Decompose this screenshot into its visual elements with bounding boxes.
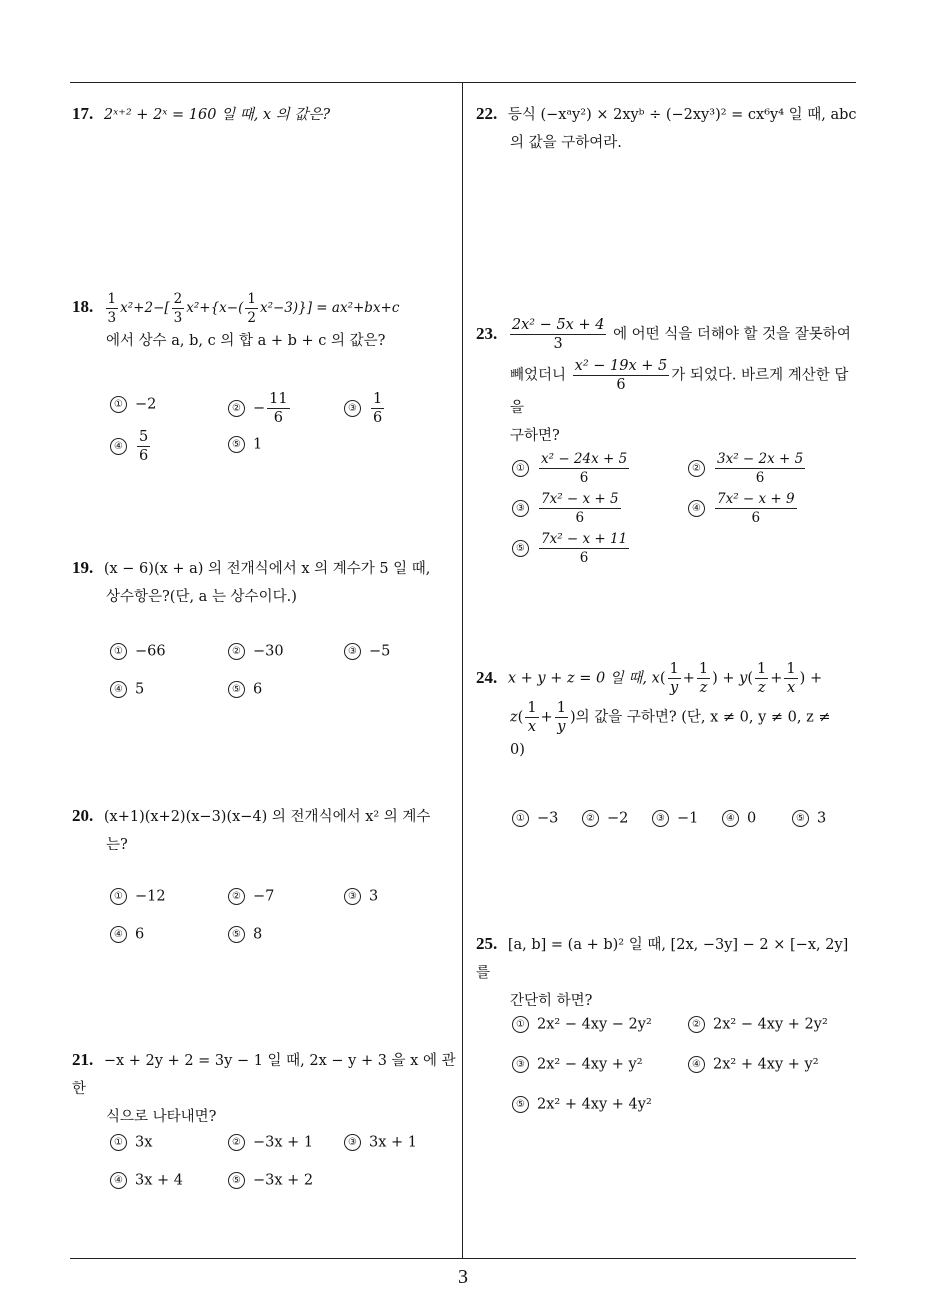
question-text: 0) <box>510 742 525 758</box>
option[interactable]: ③ −5 <box>344 643 390 660</box>
option[interactable]: ② − $\frac{11}{6}$ <box>228 390 292 427</box>
option[interactable]: ② −2 <box>582 810 628 827</box>
question-18: 18. $\frac{1}{3}$ x²+2−[ $\frac{2}{3}$ x²+{x−( $\frac{1}{2}$ x²−3)}] = ax²+bx+c 에서 상수 a, b, c 의 합 a + b + c 의 값은? <box>72 290 462 355</box>
option[interactable]: ⑤ −3x + 2 <box>228 1172 313 1189</box>
option[interactable]: ⑤ 2x² + 4xy + 4y² <box>512 1096 652 1113</box>
option[interactable]: ③ −1 <box>652 810 698 827</box>
question-number: 25. <box>476 934 498 953</box>
option[interactable]: ① −3 <box>512 810 558 827</box>
question-text: 의 값을 구하면? (단, x ≠ 0, y ≠ 0, z ≠ <box>575 709 831 726</box>
question-number: 24. <box>476 667 498 687</box>
fraction: $\frac{\text{x² − 19x + 5}}{6}$ <box>574 358 668 393</box>
question-23 <box>476 316 861 450</box>
question-number: 20. <box>72 806 94 825</box>
question-text: 는? <box>106 837 128 853</box>
option[interactable]: ① 3x <box>110 1134 152 1151</box>
question-text: 등식 (−xᵃy²) × 2xyᵇ ÷ (−2xy³)² = cx⁶y⁴ 일 때, abc <box>507 107 857 123</box>
question-number: 17. <box>72 104 94 123</box>
option[interactable]: ① $\frac{\text{x² − 24x + 5}}{6}$ <box>512 450 631 487</box>
question-24: 24. x + y + z = 0 일 때, x( $\frac{1}{y}$ + $\frac{1}{z}$ ) + y( $\frac{1}{z}$ + $\frac{1}{x}$ ) + z( $\frac{1}{x}$ + $\frac{1}{y}$ )의 값을 구하면? (단, x ≠ 0, y ≠ 0, z ≠ 0) <box>476 660 861 764</box>
option[interactable]: ④ 2x² + 4xy + y² <box>688 1056 819 1073</box>
option[interactable]: ④ 6 <box>110 926 144 943</box>
question-number: 18. <box>72 297 94 316</box>
page-number: 3 <box>458 1266 468 1288</box>
question-17 <box>72 100 457 129</box>
question-text: 식으로 나타내면? <box>106 1109 217 1125</box>
question-text: 에서 상수 a, b, c 의 합 a + b + c 의 값은? <box>106 333 386 349</box>
option[interactable]: ③ $\frac{1}{6}$ <box>344 390 386 427</box>
option[interactable]: ⑤ $\frac{\text{7x² − x + 11}}{6}$ <box>512 530 631 567</box>
option[interactable]: ④ $\frac{\text{7x² − x + 9}}{6}$ <box>688 490 799 527</box>
option[interactable]: ⑤ 1 <box>228 436 262 453</box>
question-number: 23. <box>476 323 498 343</box>
option[interactable]: ② −30 <box>228 643 284 660</box>
option[interactable]: ④ $\frac{5}{6}$ <box>110 428 152 465</box>
question-number: 22. <box>476 104 498 123</box>
option[interactable]: ⑤ 6 <box>228 681 262 698</box>
question-text: [a, b] = (a + b)² 일 때, [2x, −3y] − 2 × [−x, 2y] 를 <box>476 937 849 981</box>
fraction: $\frac{1}{2}$ <box>247 291 256 326</box>
question-text: 의 값을 구하여라. <box>510 135 622 151</box>
question-text: 간단히 하면? <box>510 993 593 1009</box>
option[interactable]: ④ 3x + 4 <box>110 1172 183 1189</box>
option[interactable]: ① 2x² − 4xy − 2y² <box>512 1016 652 1033</box>
option[interactable]: ② −7 <box>228 888 274 905</box>
question-text: (x − 6)(x + a) 의 전개식에서 x 의 계수가 5 일 때, <box>103 561 431 577</box>
question-20 <box>72 802 457 859</box>
question-21 <box>72 1046 457 1131</box>
question-text: −x + 2y + 2 = 3y − 1 일 때, 2x − y + 3 을 x 에 관한 <box>72 1053 456 1097</box>
question-19 <box>72 554 457 611</box>
question-text: 상수항은?(단, a 는 상수이다.) <box>106 589 297 605</box>
question-text: 가 되었다. 바르게 계산한 답을 <box>510 367 849 416</box>
option[interactable]: ① −66 <box>110 643 166 660</box>
question-text: 에 어떤 식을 더해야 할 것을 잘못하여 <box>613 326 851 343</box>
fraction: $\frac{\text{2x² − 5x + 4}}{3}$ <box>511 317 605 352</box>
question-22 <box>476 100 861 157</box>
option[interactable]: ② 2x² − 4xy + 2y² <box>688 1016 828 1033</box>
option[interactable]: ① −12 <box>110 888 166 905</box>
option[interactable]: ③ 3x + 1 <box>344 1134 417 1151</box>
question-text: 구하면? <box>510 428 560 444</box>
option[interactable]: ④ 5 <box>110 681 144 698</box>
fraction: $\frac{1}{3}$ <box>107 291 117 326</box>
fraction: $\frac{2}{3}$ <box>173 291 183 326</box>
bottom-rule <box>70 1258 856 1259</box>
option[interactable]: ③ 2x² − 4xy + y² <box>512 1056 643 1073</box>
option[interactable]: ③ $\frac{\text{7x² − x + 5}}{6}$ <box>512 490 623 527</box>
option[interactable]: ② $\frac{\text{3x² − 2x + 5}}{6}$ <box>688 450 807 487</box>
option[interactable]: ④ 0 <box>722 810 756 827</box>
question-text: (x+1)(x+2)(x−3)(x−4) 의 전개식에서 x² 의 계수 <box>103 809 431 825</box>
top-rule <box>70 82 856 83</box>
question-text: 2ˣ⁺² + 2ˣ = 160 일 때, x 의 값은? <box>103 107 331 123</box>
question-number: 21. <box>72 1050 94 1069</box>
option[interactable]: ② −3x + 1 <box>228 1134 313 1151</box>
question-25 <box>476 930 861 1015</box>
option[interactable]: ⑤ 3 <box>792 810 826 827</box>
question-text: 빼었더니 <box>510 367 567 384</box>
option[interactable]: ① −2 <box>110 396 156 413</box>
option[interactable]: ⑤ 8 <box>228 926 262 943</box>
option[interactable]: ③ 3 <box>344 888 378 905</box>
question-number: 19. <box>72 558 94 577</box>
column-divider <box>462 82 463 1259</box>
